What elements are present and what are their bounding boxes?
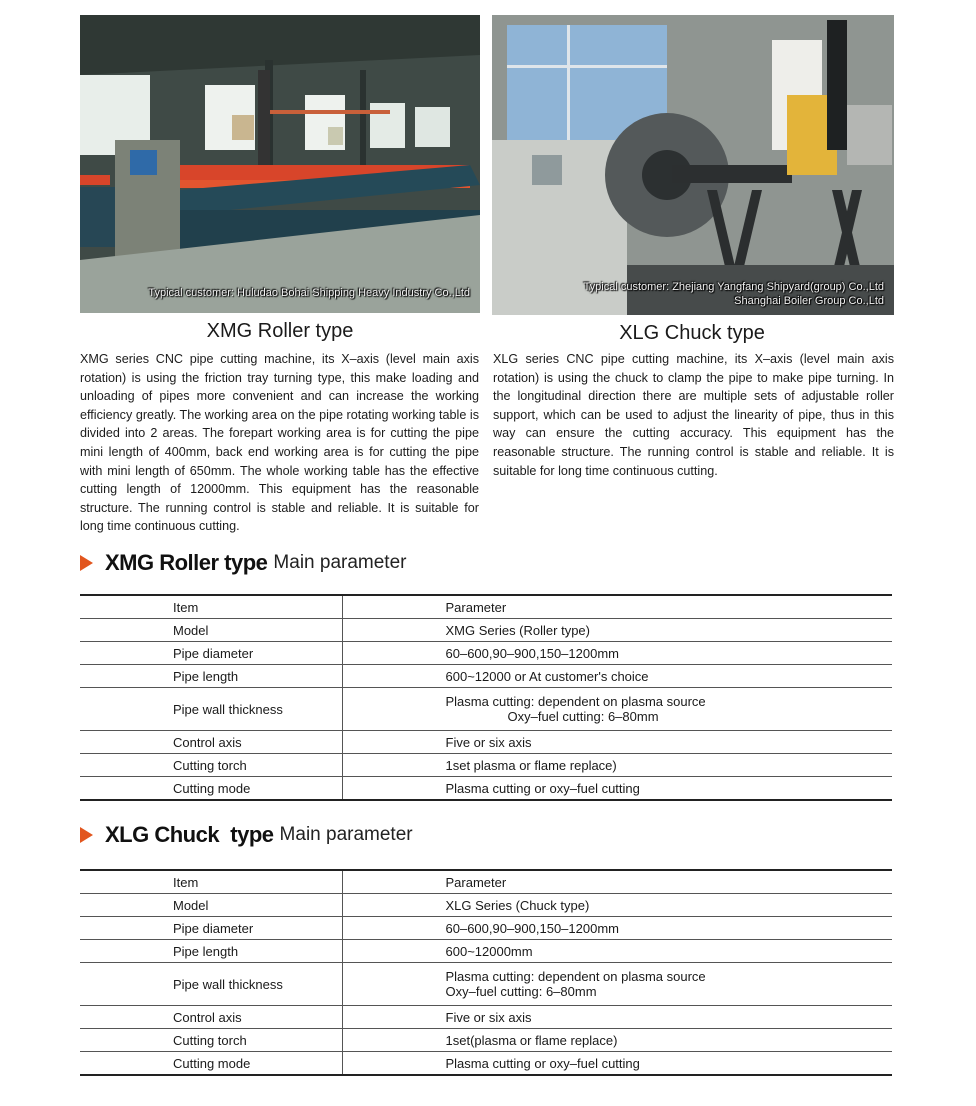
xlg-parameter-heading	[80, 822, 413, 848]
row-item: Cutting mode	[80, 777, 342, 801]
xlg-description: XLG series CNC pipe cutting machine, its X–axis (level main axis rotation) is using the chuck to clamp the pipe to make pipe turning. In the longitudinal direction there are multiple sets of adjustable roller support, which can be used to adjust the linearity of pipe, thus in this way can ensure the cutting accuracy. This equipment has the reasonable structure. The running control is stable and reliable. It is suitable for long time continuous cutting.	[493, 352, 894, 478]
row-value: 60–600,90–900,150–1200mm	[342, 917, 892, 940]
caption-line-2: Shanghai Boiler Group Co.,Ltd	[734, 295, 884, 307]
factory-photo-illustration	[492, 15, 894, 315]
table-row	[80, 963, 892, 1006]
xmg-section-title: XMG Roller type	[206, 320, 354, 342]
table-header-row	[80, 595, 892, 619]
table-row	[80, 665, 892, 688]
row-item: Model	[80, 894, 342, 917]
heading-light-text: Main parameter	[273, 552, 407, 573]
xmg-description: XMG series CNC pipe cutting machine, its X–axis (level main axis rotation) is using the friction tray turning type, this make loading and unloading of pipes more convenient and can increase the working efficiency greatly. The working area on the pipe rotating working table is divided into 2 areas. The forepart working area is for cutting the pipe mini length of 400mm, back end working area is for cutting the pipe with mini length of 650mm. The whole working table has the effective cutting length of 12000mm. This equipment has the reasonable structure. The running control is stable and reliable. It is suitable for long time continuous cutting.	[80, 352, 479, 534]
row-item: Pipe length	[80, 665, 342, 688]
table-row	[80, 1029, 892, 1052]
row-value-line-2: Oxy–fuel cutting: 6–80mm	[507, 709, 659, 724]
table-row	[80, 642, 892, 665]
row-value: Plasma cutting or oxy–fuel cutting	[342, 777, 892, 801]
row-value: 600~12000 or At customer's choice	[342, 665, 892, 688]
row-item: Cutting mode	[80, 1052, 342, 1076]
photo-caption-right	[584, 280, 884, 308]
caption-line-1: Typical customer: Zhejiang Yangfang Shipyard(group) Co.,Ltd	[583, 281, 884, 293]
xmg-roller-machine-photo	[80, 15, 480, 313]
row-value: 1set(plasma or flame replace)	[342, 1029, 892, 1052]
row-value-line-1: Plasma cutting: dependent on plasma source	[445, 969, 706, 984]
triangle-bullet-icon	[80, 555, 93, 571]
row-value: XMG Series (Roller type)	[342, 619, 892, 642]
xmg-parameter-heading	[80, 550, 406, 576]
row-value: Five or six axis	[342, 1006, 892, 1029]
row-value	[342, 688, 892, 731]
row-item: Pipe wall thickness	[80, 963, 342, 1006]
row-value: 60–600,90–900,150–1200mm	[342, 642, 892, 665]
xlg-chuck-machine-photo	[492, 15, 894, 315]
row-item: Pipe diameter	[80, 917, 342, 940]
row-value	[342, 963, 892, 1006]
xlg-parameter-table	[80, 869, 892, 1076]
table-row	[80, 619, 892, 642]
factory-photo-illustration	[80, 15, 480, 313]
xlg-section-title: XLG Chuck type	[619, 322, 765, 344]
row-value: Five or six axis	[342, 731, 892, 754]
table-row	[80, 777, 892, 801]
row-item: Model	[80, 619, 342, 642]
row-item: Control axis	[80, 731, 342, 754]
header-item: Item	[80, 870, 342, 894]
row-item: Pipe diameter	[80, 642, 342, 665]
table-row	[80, 1006, 892, 1029]
table-row	[80, 754, 892, 777]
table-row	[80, 1052, 892, 1076]
row-item: Pipe wall thickness	[80, 688, 342, 731]
row-value: 600~12000mm	[342, 940, 892, 963]
xmg-parameter-table	[80, 594, 892, 801]
row-item: Cutting torch	[80, 754, 342, 777]
row-value: Plasma cutting or oxy–fuel cutting	[342, 1052, 892, 1076]
table-row	[80, 731, 892, 754]
table-row	[80, 894, 892, 917]
triangle-bullet-icon	[80, 827, 93, 843]
header-parameter: Parameter	[342, 595, 892, 619]
header-item: Item	[80, 595, 342, 619]
heading-light-text: Main parameter	[279, 824, 413, 845]
row-value-line-1: Plasma cutting: dependent on plasma source	[445, 694, 706, 709]
row-value: 1set plasma or flame replace)	[342, 754, 892, 777]
row-item: Control axis	[80, 1006, 342, 1029]
table-row	[80, 940, 892, 963]
row-item: Cutting torch	[80, 1029, 342, 1052]
heading-bold-text: XMG Roller type	[105, 550, 268, 575]
row-value-line-2: Oxy–fuel cutting: 6–80mm	[445, 984, 597, 999]
photo-caption-left: Typical customer: Huludao Bohai Shipping Heavy Industry Co.,Ltd	[148, 287, 470, 299]
table-row	[80, 917, 892, 940]
row-item: Pipe length	[80, 940, 342, 963]
row-value: XLG Series (Chuck type)	[342, 894, 892, 917]
heading-bold-text: XLG Chuck type	[105, 822, 274, 847]
table-row	[80, 688, 892, 731]
table-header-row	[80, 870, 892, 894]
header-parameter: Parameter	[342, 870, 892, 894]
